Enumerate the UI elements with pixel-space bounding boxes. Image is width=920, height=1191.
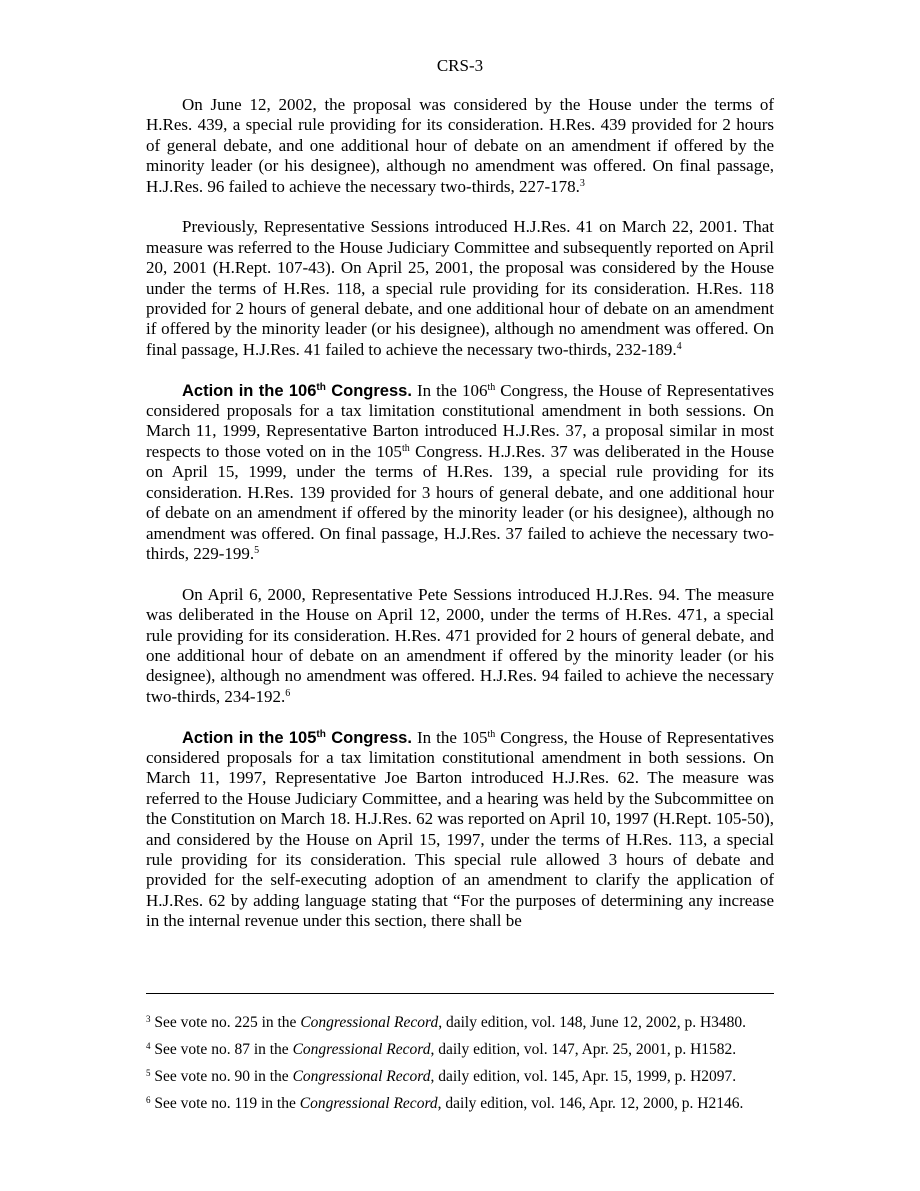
paragraph-text: Congress, the House of Representatives considered proposals for a tax limitation constitutional amendment in both sessions. On March 11, 1999, Representative Barton introduced H.J.Res. 37, a proposal similar in most respects to those voted on in the 105	[146, 380, 774, 461]
paragraph-text: On April 6, 2000, Representative Pete Sessions introduced H.J.Res. 94. The measure was deliberated in the House on April 12, 2000, under the terms of H.Res. 471, a special rule providing for its consideration. H.Res. 471 provided for 2 hours of general debate, and one additional hour of debate on an amendment if offered by the minority leader (or his designee), although no amendment was offered. H.J.Res. 94 failed to achieve the necessary two-thirds, 234-192.	[146, 584, 774, 706]
paragraph-text: Congress, the House of Representatives considered proposals for a tax limitation constitutional amendment in both sessions. On March 11, 1997, Representative Joe Barton introduced H.J.Res. 62. The measure was referred to the House Judiciary Committee, and a hearing was held by the Subcommittee on the Constitution on March 18. H.J.Res. 62 was reported on April 10, 1997 (H.Rept. 105-50), and considered by the House on April 15, 1997, under the terms of H.Res. 113, a special rule providing for its consideration. This special rule allowed 3 hours of debate and provided for the self-executing adoption of an amendment to clarify the application of H.J.Res. 62 by adding language stating that “For the purposes of determining any increase in the internal revenue under this section, there shall be	[146, 727, 774, 931]
footnote-source: Congressional Record	[299, 1095, 438, 1112]
paragraph-april-2000	[146, 585, 774, 707]
paragraph-105th-congress	[146, 728, 774, 932]
footnote-ref[interactable]: 4	[676, 340, 682, 352]
footnote-ref[interactable]: 5	[254, 544, 260, 556]
paragraph-106th-congress	[146, 381, 774, 565]
ordinal-suffix: th	[487, 381, 496, 393]
footnote-source: Congressional Record	[300, 1014, 439, 1031]
paragraph-june-2002	[146, 95, 774, 197]
footnote-ref[interactable]: 6	[285, 687, 291, 699]
footnote-text: , daily edition, vol. 148, June 12, 2002, p. H3480.	[438, 1014, 747, 1031]
paragraph-text: Congress. H.J.Res. 37 was deliberated in the House on April 15, 1999, under the terms of H.Res. 139, a special rule providing for its consideration. H.Res. 139 provided for 3 hours of general debate, and one additional hour of debate on an amendment if offered by the minority leader (or his designee), although no amendment was offered. On final passage, H.J.Res. 37 failed to achieve the necessary two-thirds, 229-199.	[146, 441, 774, 563]
footnote-number: 4	[146, 1041, 151, 1051]
paragraph-previously	[146, 217, 774, 360]
footnote-text: See vote no. 90 in the	[150, 1068, 293, 1085]
footnote-6	[146, 1095, 774, 1113]
body-text	[146, 95, 774, 952]
heading-text: Action in the 105	[182, 728, 317, 747]
footnote-number: 6	[146, 1095, 151, 1105]
heading-text: Congress.	[325, 381, 412, 400]
paragraph-text: Previously, Representative Sessions introduced H.J.Res. 41 on March 22, 2001. That measure was referred to the House Judiciary Committee and subsequently reported on April 20, 2001 (H.Rept. 107-43). On April 25, 2001, the proposal was considered by the House under the terms of H.Res. 118, a special rule providing for its consideration. H.Res. 118 provided for 2 hours of general debate, and one additional hour of debate on an amendment if offered by the minority leader (or his designee), although no amendment was offered. On final passage, H.J.Res. 41 failed to achieve the necessary two-thirds, 232-189.	[146, 217, 774, 359]
heading-ordinal: th	[316, 381, 326, 393]
footnote-5	[146, 1068, 774, 1086]
page-header: CRS-3	[436, 56, 484, 75]
footnote-4	[146, 1041, 774, 1059]
paragraph-text: On June 12, 2002, the proposal was considered by the House under the terms of H.Res. 439, a special rule providing for its consideration. H.Res. 439 provided for 2 hours of general debate, and one additional hour of debate on an amendment if offered by the minority leader (or his designee), although no amendment was offered. On final passage, H.J.Res. 96 failed to achieve the necessary two-thirds, 227-178.	[146, 95, 774, 196]
footnote-text: , daily edition, vol. 145, Apr. 15, 1999, p. H2097.	[430, 1068, 737, 1085]
heading-ordinal: th	[316, 728, 326, 740]
footnotes	[146, 1014, 774, 1122]
footnote-text: , daily edition, vol. 147, Apr. 25, 2001, p. H1582.	[430, 1041, 737, 1058]
footnote-divider	[146, 993, 774, 994]
footnote-source: Congressional Record	[292, 1041, 431, 1058]
footnote-text: See vote no. 225 in the	[150, 1014, 301, 1031]
footnote-text: See vote no. 119 in the	[150, 1095, 300, 1112]
ordinal-suffix: th	[487, 728, 496, 740]
heading-text: Action in the 106	[182, 381, 317, 400]
footnote-3	[146, 1014, 774, 1032]
footnote-ref[interactable]: 3	[579, 177, 585, 189]
footnote-number: 5	[146, 1068, 151, 1078]
footnote-number: 3	[146, 1014, 151, 1024]
footnote-text: See vote no. 87 in the	[150, 1041, 293, 1058]
ordinal-suffix: th	[401, 442, 410, 454]
section-heading	[182, 729, 412, 747]
heading-text: Congress.	[325, 728, 412, 747]
paragraph-text: In the 105	[411, 727, 488, 747]
footnote-source: Congressional Record	[292, 1068, 431, 1085]
section-heading	[182, 382, 412, 400]
paragraph-text: In the 106	[411, 380, 488, 400]
footnote-text: , daily edition, vol. 146, Apr. 12, 2000, p. H2146.	[437, 1095, 744, 1112]
